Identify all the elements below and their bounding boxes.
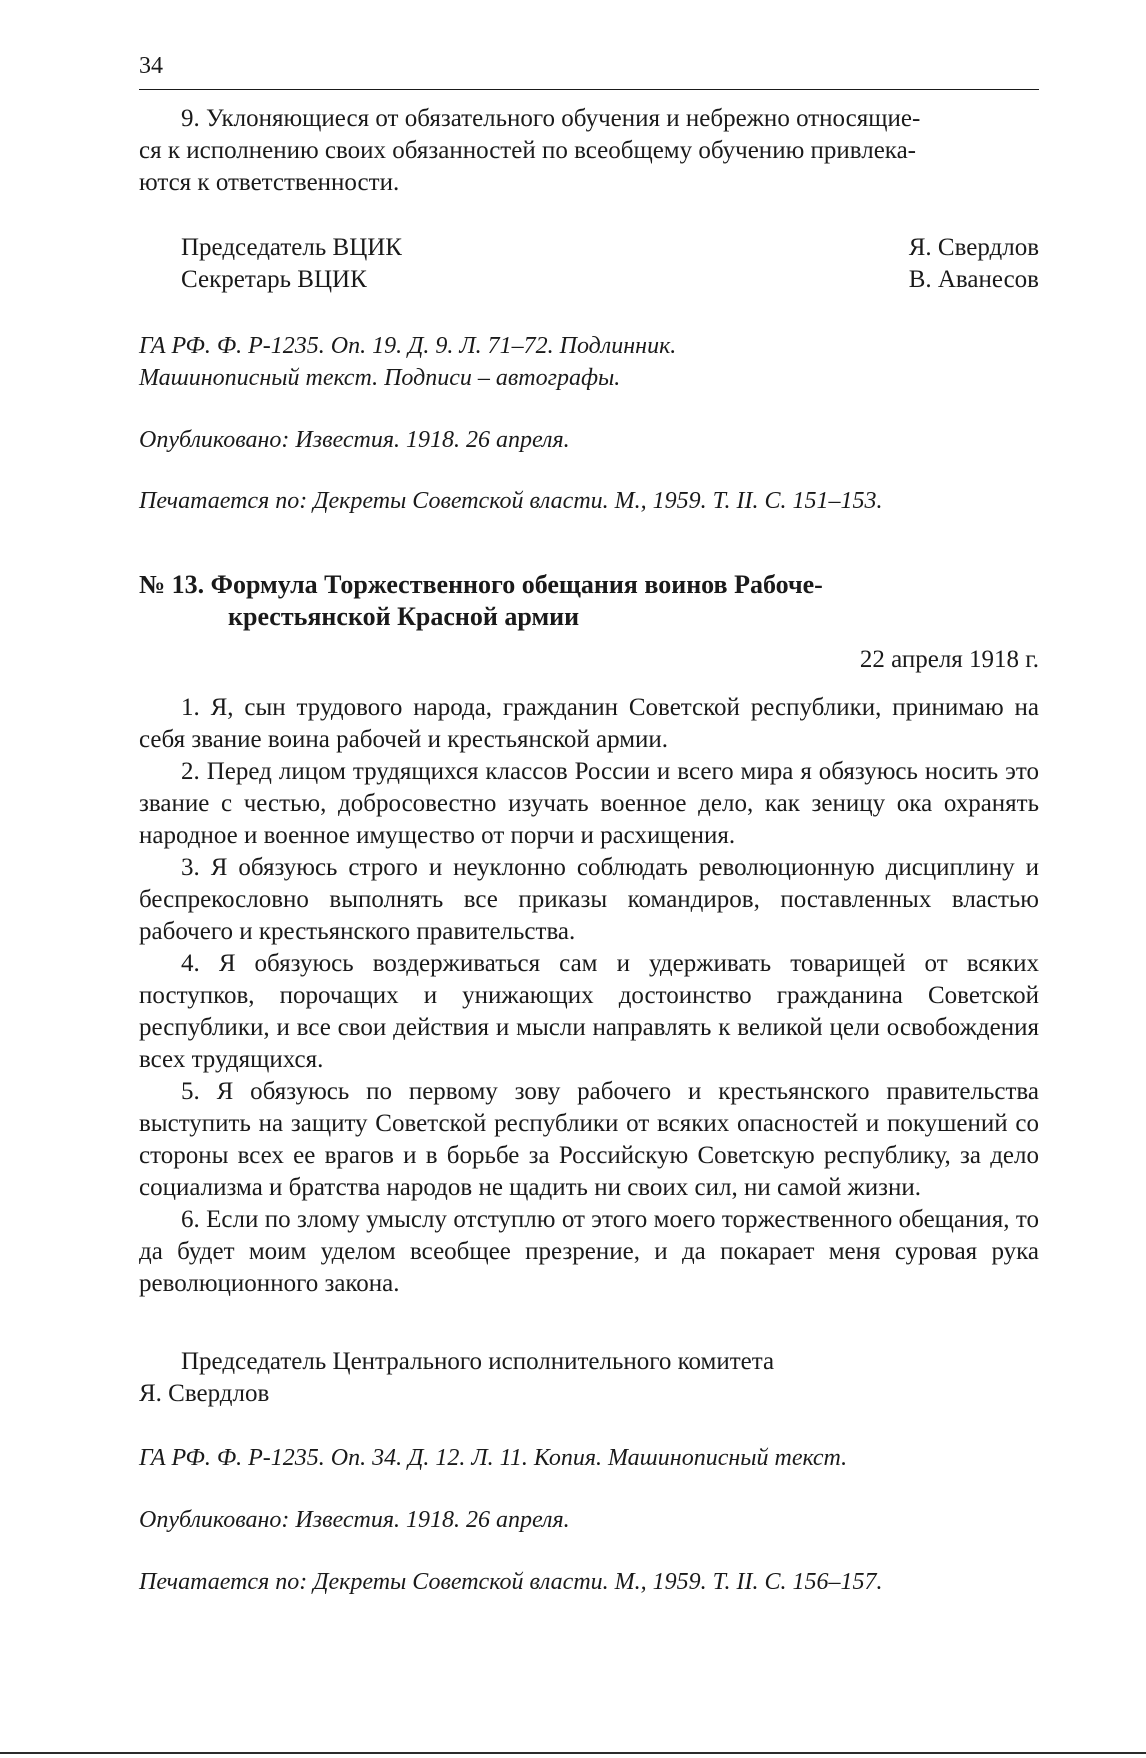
signature-role: Председатель Центрального исполнительного комитета: [181, 1348, 775, 1375]
archive-line-1: ГА РФ. Ф. Р-1235. Оп. 19. Д. 9. Л. 71–72. Подлинник.: [139, 333, 677, 359]
heading-line-1: № 13. Формула Торжественного обещания воинов Рабоче-: [139, 570, 823, 599]
signature-name: Я. Свердлов: [139, 1380, 270, 1407]
archive-line-2: Машинописный текст. Подписи – автографы.: [139, 365, 621, 391]
printed-from-note-doc12: Печатается по: Декреты Советской власти. М., 1959. Т. II. С. 151–153.: [139, 488, 883, 514]
printed-from-note-doc13: Печатается по: Декреты Советской власти. М., 1959. Т. II. С. 156–157.: [139, 1569, 883, 1595]
archive-note-doc13: ГА РФ. Ф. Р-1235. Оп. 34. Д. 12. Л. 11. Копия. Машинописный текст.: [139, 1445, 848, 1471]
item-9-paragraph: [139, 103, 1039, 199]
archive-note-doc12: [139, 330, 1039, 394]
signature-row: [139, 232, 1039, 264]
signature-role: Секретарь ВЦИК: [181, 266, 367, 293]
oath-paragraph-6: 6. Если по злому умыслу отступлю от этого моего торжественного обещания, то да будет моим уделом всеобщее презрение, и да покарает меня суровая рука революционного закона.: [139, 1206, 1039, 1297]
item-9-line-3: ются к ответственности.: [139, 169, 400, 196]
signature-role: Председатель ВЦИК: [181, 234, 402, 261]
oath-paragraph-3: 3. Я обязуюсь строго и неуклонно соблюдать революционную дисциплину и беспрекословно выполнять все приказы командиров, поставленных властью рабочего и крестьянского правительства.: [139, 854, 1039, 945]
signature-name: Я. Свердлов: [908, 234, 1039, 261]
document-13-signature: [139, 1346, 1039, 1410]
page-number: 34: [139, 53, 163, 79]
oath-paragraph-2: 2. Перед лицом трудящихся классов России и всего мира я обязуюсь носить это звание с честью, добросовестно изучать военное дело, как зеницу ока охранять народное и военное имущество от порчи и расхищения.: [139, 758, 1039, 849]
document-13-heading: [139, 569, 1039, 633]
oath-paragraph-1: 1. Я, сын трудового народа, гражданин Советской республики, принимаю на себя звание воина рабочей и крестьянской армии.: [139, 694, 1039, 753]
document-13-date: 22 апреля 1918 г.: [859, 646, 1039, 673]
document-13-body: [139, 692, 1039, 1300]
bottom-edge-rule: [0, 1752, 1146, 1754]
published-note-doc13: Опубликовано: Известия. 1918. 26 апреля.: [139, 1507, 570, 1533]
published-note-doc12: Опубликовано: Известия. 1918. 26 апреля.: [139, 427, 570, 453]
item-9-line-2: ся к исполнению своих обязанностей по всеобщему обучению привлека-: [139, 137, 916, 164]
oath-paragraph-5: 5. Я обязуюсь по первому зову рабочего и крестьянского правительства выступить на защиту Советской республики от всяких опасностей и покушений со стороны всех ее врагов и в борьбе за Российскую Советскую республику, за дело социализма и братства народов не щадить ни своих сил, ни самой жизни.: [139, 1078, 1039, 1201]
header-rule: [139, 89, 1039, 90]
item-9-line-1: 9. Уклоняющиеся от обязательного обучения и небрежно относящие-: [181, 105, 921, 132]
signature-row: [139, 264, 1039, 296]
vtsik-signatures: [139, 232, 1039, 296]
signature-name: В. Аванесов: [908, 266, 1039, 293]
heading-line-2: крестьянской Красной армии: [228, 602, 580, 631]
oath-paragraph-4: 4. Я обязуюсь воздерживаться сам и удерживать товарищей от всяких поступков, порочащих и унижающих достоинство гражданина Советской республики, и все свои действия и мысли направлять к великой цели освобождения всех трудящихся.: [139, 950, 1039, 1073]
